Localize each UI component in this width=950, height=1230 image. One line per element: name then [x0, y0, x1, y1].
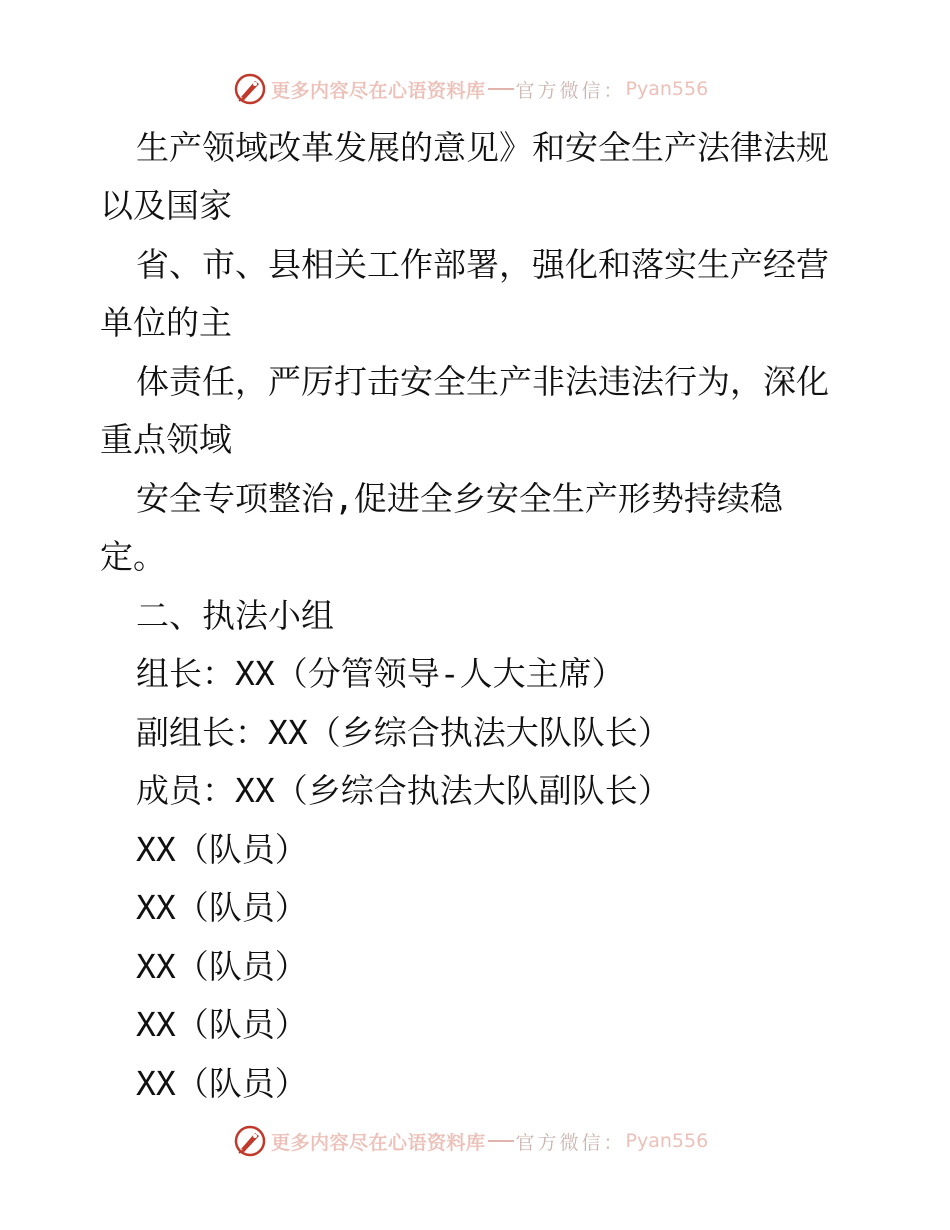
- text-line: 生产领域改革发展的意见》和安全生产法律法规: [136, 128, 829, 167]
- footer-watermark: [233, 1124, 708, 1158]
- text-line: 以及国家: [100, 186, 232, 225]
- text-line: 重点领域: [100, 420, 232, 459]
- watermark-id: Pyan556: [625, 78, 709, 100]
- watermark-dash: [488, 88, 514, 90]
- section-heading: 二、执法小组: [136, 596, 334, 635]
- text-line: XX（队员）: [136, 1064, 308, 1103]
- text-line: 定。: [100, 537, 166, 576]
- header-watermark: [233, 72, 708, 106]
- text-line: XX（队员）: [136, 1005, 308, 1044]
- text-line: 省、市、县相关工作部署，强化和落实生产经营: [136, 245, 829, 284]
- pen-logo-icon: [233, 1124, 267, 1158]
- watermark-dash: [488, 1140, 514, 1142]
- text-line: XX（队员）: [136, 888, 308, 927]
- watermark-label: 官方微信：: [515, 1131, 626, 1154]
- text-line: 成员：XX（乡综合执法大队副队长）: [136, 771, 671, 810]
- text-line: XX（队员）: [136, 947, 308, 986]
- text-line: XX（队员）: [136, 830, 308, 869]
- watermark-id: Pyan556: [625, 1130, 709, 1152]
- text-line: 副组长：XX（乡综合执法大队队长）: [136, 713, 671, 752]
- text-line: 组长：XX（分管领导-人大主席）: [136, 654, 625, 693]
- watermark-label: 官方微信：: [515, 79, 626, 102]
- watermark-text: 更多内容尽在心语资料库: [271, 79, 486, 102]
- watermark-text: 更多内容尽在心语资料库: [271, 1131, 486, 1154]
- text-line: 安全专项整治,促进全乡安全生产形势持续稳: [136, 479, 783, 518]
- text-line: 体责任，严厉打击安全生产非法违法行为，深化: [136, 362, 829, 401]
- pen-logo-icon: [233, 72, 267, 106]
- text-line: 单位的主: [100, 303, 232, 342]
